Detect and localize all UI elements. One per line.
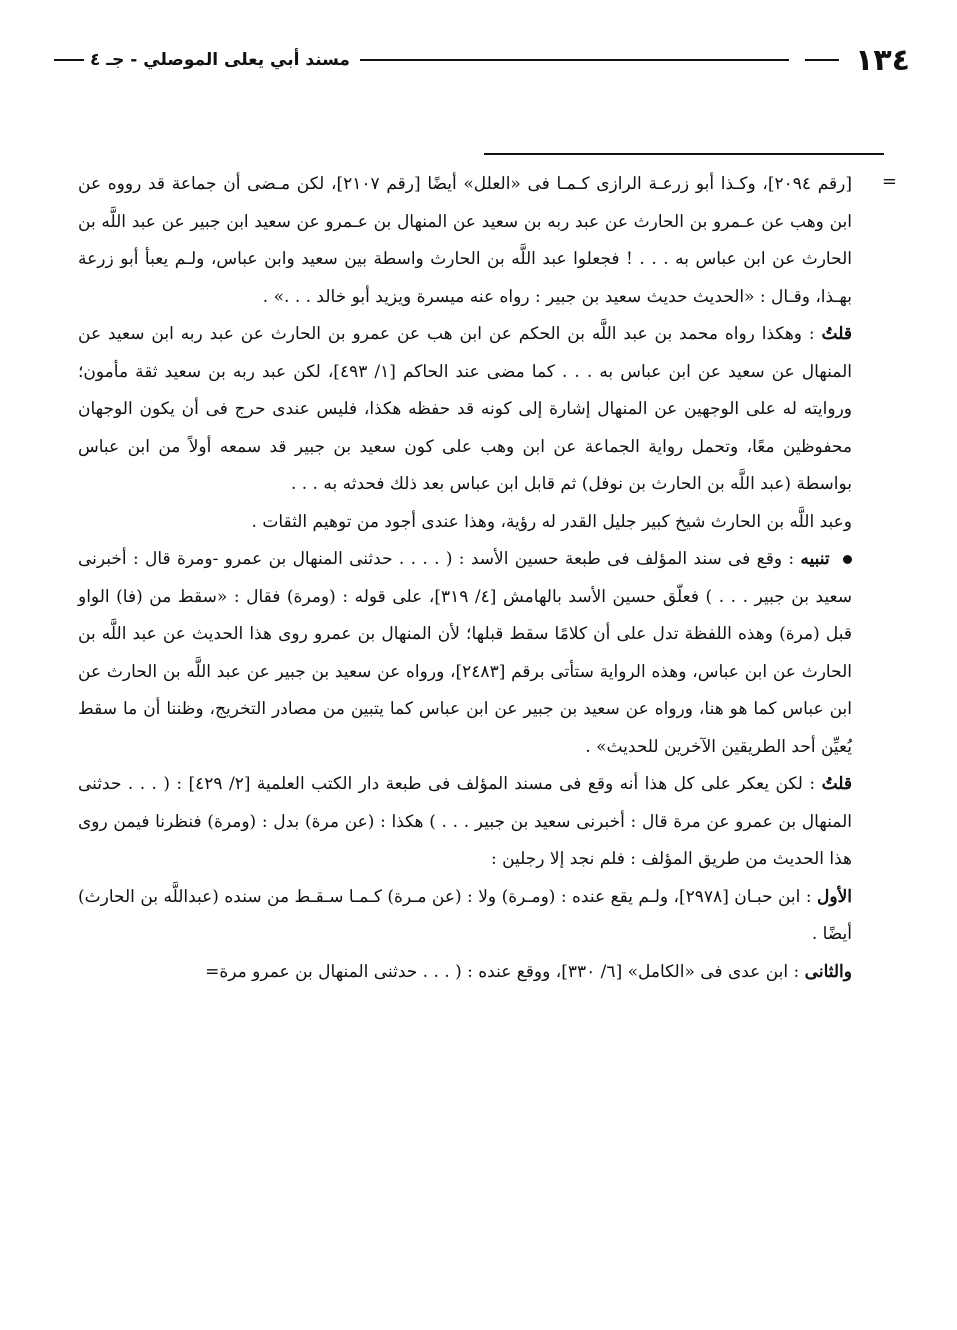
paragraph-lead: والثانى bbox=[804, 961, 852, 982]
footnote-paragraph bbox=[78, 766, 852, 879]
paragraph-lead: الأول bbox=[817, 886, 853, 907]
footnote-paragraph bbox=[78, 166, 852, 316]
header-dash-end bbox=[54, 59, 84, 61]
paragraph-text: : وهكذا رواه محمد بن عبد اللَّه بن الحكم عن ابن هب عن عمرو بن الحارث عن عبد ربه ابن سعيد عن المنهال عن سعيد عن ابن عباس به . . . كما مضى عند الحاكم [١/ ٤٩٣]، لكن عبد ربه بن سعيد ثقة مأمون؛ وروايته له على الوجهين عن المنهال إشارة إلى كونه قد حفظه هكذا، فليس عندى حرج فى أن يكون الوجهان محفوظين معًا، وتحمل رواية الجماعة عن ابن وهب على كون سعيد بن جبير قد سمعه أولاً من ابن عباس بواسطة (عبد اللَّه بن الحارث بن نوفل) ثم قابل ابن عباس بعد ذلك فحدثه به . . . bbox=[78, 324, 852, 494]
footnote-paragraph bbox=[78, 879, 852, 954]
header-rule bbox=[360, 59, 789, 61]
paragraph-text: وعبد اللَّه بن الحارث شيخ كبير جليل القدر له رؤية، وهذا عندى أجود من توهيم الثقات . bbox=[251, 511, 852, 532]
continuation-mark: = bbox=[881, 171, 897, 192]
footnote-paragraph bbox=[78, 504, 852, 542]
paragraph-text: : ابن عدى فى «الكامل» [٦/ ٣٣٠]، ووقع عنده : ( . . . حدثنى المنهال بن عمرو مرة= bbox=[205, 961, 800, 982]
paragraph-lead: قلتُ bbox=[821, 324, 852, 344]
paragraph-text: : ابن حبـان [٢٩٧٨]، ولـم يقع عنده : (ومـرة) ولا : (عن مـرة) كـمـا سـقـط من سنده (عبداللَّه بن الحارث) أيضًا . bbox=[78, 886, 852, 944]
paragraph-text: : لكن يعكر على كل هذا أنه وقع فى مسند المؤلف فى طبعة دار الكتب العلمية [٢/ ٤٢٩] : ( . . . حدثنى المنهال بن عمرو عن مرة قال : أخبرنى سعيد بن جبير . . . ) هكذا : (عن مرة) بدل : (ومرة) فنظرنا فيمن روى هذا الحديث من طريق المؤلف : فلم نجد إلا رجلين : bbox=[78, 774, 852, 869]
paragraph-lead: تنبيه bbox=[800, 549, 830, 569]
footnote-paragraph bbox=[78, 541, 852, 766]
page-number: ١٣٤ bbox=[855, 42, 910, 78]
footnote-body bbox=[78, 166, 852, 991]
footnote-paragraph bbox=[78, 954, 852, 992]
running-header bbox=[48, 38, 910, 82]
bullet-icon bbox=[843, 555, 852, 564]
footnote-paragraph bbox=[78, 316, 852, 504]
paragraph-lead: قلتُ bbox=[821, 774, 853, 794]
running-title: مسند أبي يعلى الموصلي - جـ ٤ bbox=[90, 50, 350, 70]
paragraph-text: [رقم ٢٠٩٤]، وكـذا أبو زرعـة الرازى كـمـا فى «العلل» أيضًا [رقم ٢١٠٧]، لكن مـضى أن جماعة قد رووه عن ابن وهب عن عـمرو بن الحارث عن عبد ربه بن سعيد عن المنهال بن عـمرو عن سعيد ابن جبير عن عبد اللَّه بن الحارث عن ابن عباس به . . . ! فجعلوا عبد اللَّه بن الحارث واسطة بين سعيد وابن عباس، ولـم يعبأ أبو زرعة بهـذا، وقـال : «الحديث حديث سعيد بن جبير : رواه عنه ميسرة ويزيد أبو خالد . . .» . bbox=[78, 174, 853, 307]
footnote-separator bbox=[484, 153, 884, 155]
paragraph-text: : وقع فى سند المؤلف فى طبعة حسين الأسد : ( . . . . حدثنى المنهال بن عمرو -ومرة قال : أخبرنى سعيد بن جبير . . . ) فعلّق حسين الأسد بالهامش [٤/ ٣١٩]، على قوله : (ومرة) فقال : «سقط من (فا) الواو قبل (مرة) وهذه اللفظة تدل على أن كلامًا سقط قبلها؛ لأن المنهال بن عمرو روى هذا الحديث عن عبد اللَّه بن الحارث عن ابن عباس، وهذه الرواية ستأتى برقم [٢٤٨٣]، ورواه عن سعيد بن جبير عن عبد اللَّه بن الحارث عن ابن عباس كما هو هنا، ورواه عن سعيد بن جبير عن ابن عباس كما يتبين من مصادر التخريج، وظننا أن ما سقط يُعيِّن أحد الطريقين الآخرين للحديث» . bbox=[78, 549, 852, 757]
header-dash bbox=[805, 59, 839, 61]
